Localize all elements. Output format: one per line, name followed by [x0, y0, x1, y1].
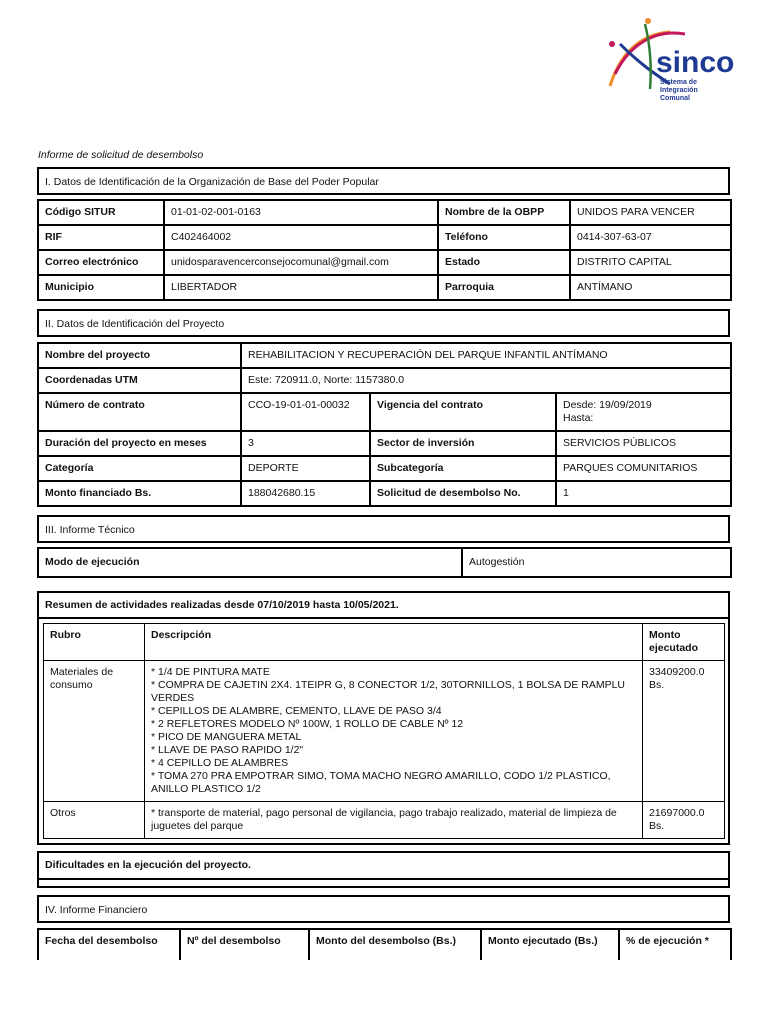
field-value: Este: 720911.0, Norte: 1157380.0 [241, 368, 731, 393]
monto-cell: 33409200.0 Bs. [643, 661, 725, 802]
field-label: RIF [38, 225, 164, 250]
table-row [44, 661, 725, 802]
field-value: 01-01-02-001-0163 [164, 200, 438, 225]
field-label: Subcategoría [370, 456, 556, 481]
modo-ejecucion-table [37, 547, 732, 578]
document-title: Informe de solicitud de desembolso [38, 149, 204, 161]
section-2-table [37, 342, 732, 507]
field-value: Autogestión [462, 548, 731, 577]
sinco-logo-graphic [600, 14, 740, 104]
table-header-row [38, 929, 731, 960]
rubro-cell: Materiales de consumo [44, 661, 145, 802]
field-value: C402464002 [164, 225, 438, 250]
monto-cell: 21697000.0 Bs. [643, 802, 725, 839]
field-value: 3 [241, 431, 370, 456]
field-label: Vigencia del contrato [370, 393, 556, 431]
column-header-rubro: Rubro [44, 624, 145, 661]
descripcion-cell: * transporte de material, pago personal de vigilancia, pago trabajo realizado, material de limpieza de juguetes del parque [145, 802, 643, 839]
resumen-actividades [37, 591, 730, 845]
field-label: Categoría [38, 456, 241, 481]
field-value: 1 [556, 481, 731, 506]
field-label: Estado [438, 250, 570, 275]
table-row [38, 200, 731, 225]
dificultades-table [37, 851, 730, 888]
table-row [38, 548, 731, 577]
table-row [38, 431, 731, 456]
field-label: Número de contrato [38, 393, 241, 431]
section-3-title: III. Informe Técnico [37, 515, 730, 543]
sinco-logo [600, 14, 740, 104]
rubro-cell: Otros [44, 802, 145, 839]
field-label: Teléfono [438, 225, 570, 250]
field-value: ANTÍMANO [570, 275, 731, 300]
field-value: 188042680.15 [241, 481, 370, 506]
field-label: Duración del proyecto en meses [38, 431, 241, 456]
table-row [38, 393, 731, 431]
logo-tagline-3: Comunal [660, 95, 690, 102]
table-row [38, 225, 731, 250]
dificultades-title: Dificultades en la ejecución del proyecto. [38, 852, 729, 879]
field-value: DISTRITO CAPITAL [570, 250, 731, 275]
section-1-title: I. Datos de Identificación de la Organización de Base del Poder Popular [37, 167, 730, 195]
field-label: Correo electrónico [38, 250, 164, 275]
field-label: Solicitud de desembolso No. [370, 481, 556, 506]
field-label: Municipio [38, 275, 164, 300]
field-label: Coordenadas UTM [38, 368, 241, 393]
column-header: Fecha del desembolso [38, 929, 180, 960]
table-row [38, 852, 729, 879]
field-label: Nombre del proyecto [38, 343, 241, 368]
field-value: DEPORTE [241, 456, 370, 481]
table-row [38, 481, 731, 506]
descripcion-cell: * 1/4 DE PINTURA MATE * COMPRA DE CAJETIN 2X4. 1TEIPR G, 8 CONECTOR 1/2, 30TORNILLOS, 1 BOLSA DE RAMPLU VERDES * CEPILLOS DE ALAMBRE, CEMENTO, LLAVE DE PASO 3/4 * 2 REFLETORES MODELO Nº 100W, 1 ROLLO DE CABLE Nº 12 * PICO DE MANGUERA METAL * LLAVE DE PASO RAPIDO 1/2" * 4 CEPILLO DE ALAMBRES * TOMA 270 PRA EMPOTRAR SIMO, TOMA MACHO NEGRO AMARILLO, CODO 1/2 PLASTICO, ANILLO PLASTICO 1/2 [145, 661, 643, 802]
table-row [38, 275, 731, 300]
table-row [38, 368, 731, 393]
field-value: 0414-307-63-07 [570, 225, 731, 250]
logo-tagline-1: Sistema de [660, 79, 697, 86]
column-header: % de ejecución * [619, 929, 731, 960]
field-value: LIBERTADOR [164, 275, 438, 300]
table-row [38, 250, 731, 275]
column-header: Monto del desembolso (Bs.) [309, 929, 481, 960]
field-value: CCO-19-01-01-00032 [241, 393, 370, 431]
activities-table [43, 623, 725, 839]
table-row [38, 879, 729, 887]
table-header-row [44, 624, 725, 661]
dificultades-value [38, 879, 729, 887]
field-label: Nombre de la OBPP [438, 200, 570, 225]
column-header-descripcion: Descripción [145, 624, 643, 661]
logo-tagline-2: Integración [660, 87, 698, 94]
field-label: Código SITUR [38, 200, 164, 225]
field-label: Modo de ejecución [38, 548, 462, 577]
field-value: Desde: 19/09/2019 Hasta: [556, 393, 731, 431]
table-row [38, 456, 731, 481]
field-label: Sector de inversión [370, 431, 556, 456]
column-header-monto: Monto ejecutado [643, 624, 725, 661]
column-header: Monto ejecutado (Bs.) [481, 929, 619, 960]
field-label: Monto financiado Bs. [38, 481, 241, 506]
section-4-title: IV. Informe Financiero [37, 895, 730, 923]
field-value: REHABILITACION Y RECUPERACIÓN DEL PARQUE INFANTIL ANTÍMANO [241, 343, 731, 368]
field-value: UNIDOS PARA VENCER [570, 200, 731, 225]
financiero-table [37, 928, 732, 960]
section-2-title: II. Datos de Identificación del Proyecto [37, 309, 730, 337]
column-header: Nº del desembolso [180, 929, 309, 960]
field-value: SERVICIOS PÚBLICOS [556, 431, 731, 456]
section-1-table [37, 199, 732, 301]
field-value: PARQUES COMUNITARIOS [556, 456, 731, 481]
table-row [38, 343, 731, 368]
field-label: Parroquia [438, 275, 570, 300]
table-row [44, 802, 725, 839]
resumen-title: Resumen de actividades realizadas desde 07/10/2019 hasta 10/05/2021. [39, 593, 728, 619]
logo-brand: sinco [656, 46, 735, 79]
field-value: unidosparavencerconsejocomunal@gmail.com [164, 250, 438, 275]
